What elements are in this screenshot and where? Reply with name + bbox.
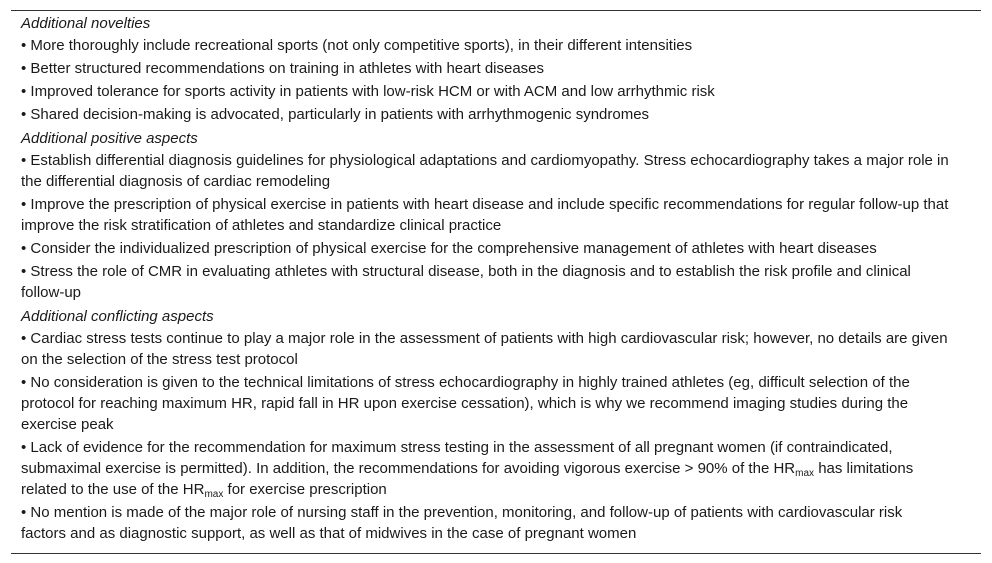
subscript-max: max [204,489,224,500]
subscript-max: max [795,468,815,479]
list-item: • Improve the prescription of physical exercise in patients with heart disease and include specific recommendations for regular follow-up that improve the risk stratification of athletes and standardize clinical practice [21,196,949,234]
list-item: • Cardiac stress tests continue to play a major role in the assessment of patients with high cardiovascular risk; however, no details are given on the selection of the stress test protocol [21,330,948,368]
section-heading-positive-aspects: Additional positive aspects [21,130,198,147]
list-item-text: for exercise prescription [223,481,387,498]
list-item: • No consideration is given to the technical limitations of stress echocardiography in highly trained athletes (eg, difficult selection of the protocol for reaching maximum HR, rapid fall in HR upon exercise cessation), which is why we recommend imaging studies during the exercise peak [21,374,910,433]
list-item-text: • Lack of evidence for the recommendation for maximum stress testing in the assessment of all pregnant women (if contraindicated, submaximal exercise is permitted). In addition, the recommendations for avoiding vigorous exercise > 90% of the HR [21,439,893,477]
list-item-text: has limitations related to the use of the HR [21,460,914,498]
list-item: • Consider the individualized prescription of physical exercise for the comprehensive management of athletes with heart diseases [21,240,877,257]
list-item: • Shared decision-making is advocated, particularly in patients with arrhythmogenic syndromes [21,106,650,123]
list-item: • No mention is made of the major role of nursing staff in the prevention, monitoring, and follow-up of patients with cardiovascular risk factors and as diagnostic support, as well as that of midwives in the case of pregnant women [21,504,903,542]
list-item: • Improved tolerance for sports activity in patients with low-risk HCM or with ACM and low arrhythmic risk [21,83,715,100]
list-item: • Establish differential diagnosis guidelines for physiological adaptations and cardiomyopathy. Stress echocardiography takes a major role in the differential diagnosis of cardiac remodeling [21,152,949,190]
comparison-table [11,10,981,554]
section-heading-conflicting-aspects: Additional conflicting aspects [21,308,214,325]
list-item: • More thoroughly include recreational sports (not only competitive sports), in their different intensities [21,37,693,54]
section-heading-novelties: Additional novelties [21,15,151,32]
list-item: • Stress the role of CMR in evaluating athletes with structural disease, both in the diagnosis and to establish the risk profile and clinical follow-up [21,263,911,301]
list-item-pregnancy [21,437,951,502]
list-item: • Better structured recommendations on training in athletes with heart diseases [21,60,545,77]
